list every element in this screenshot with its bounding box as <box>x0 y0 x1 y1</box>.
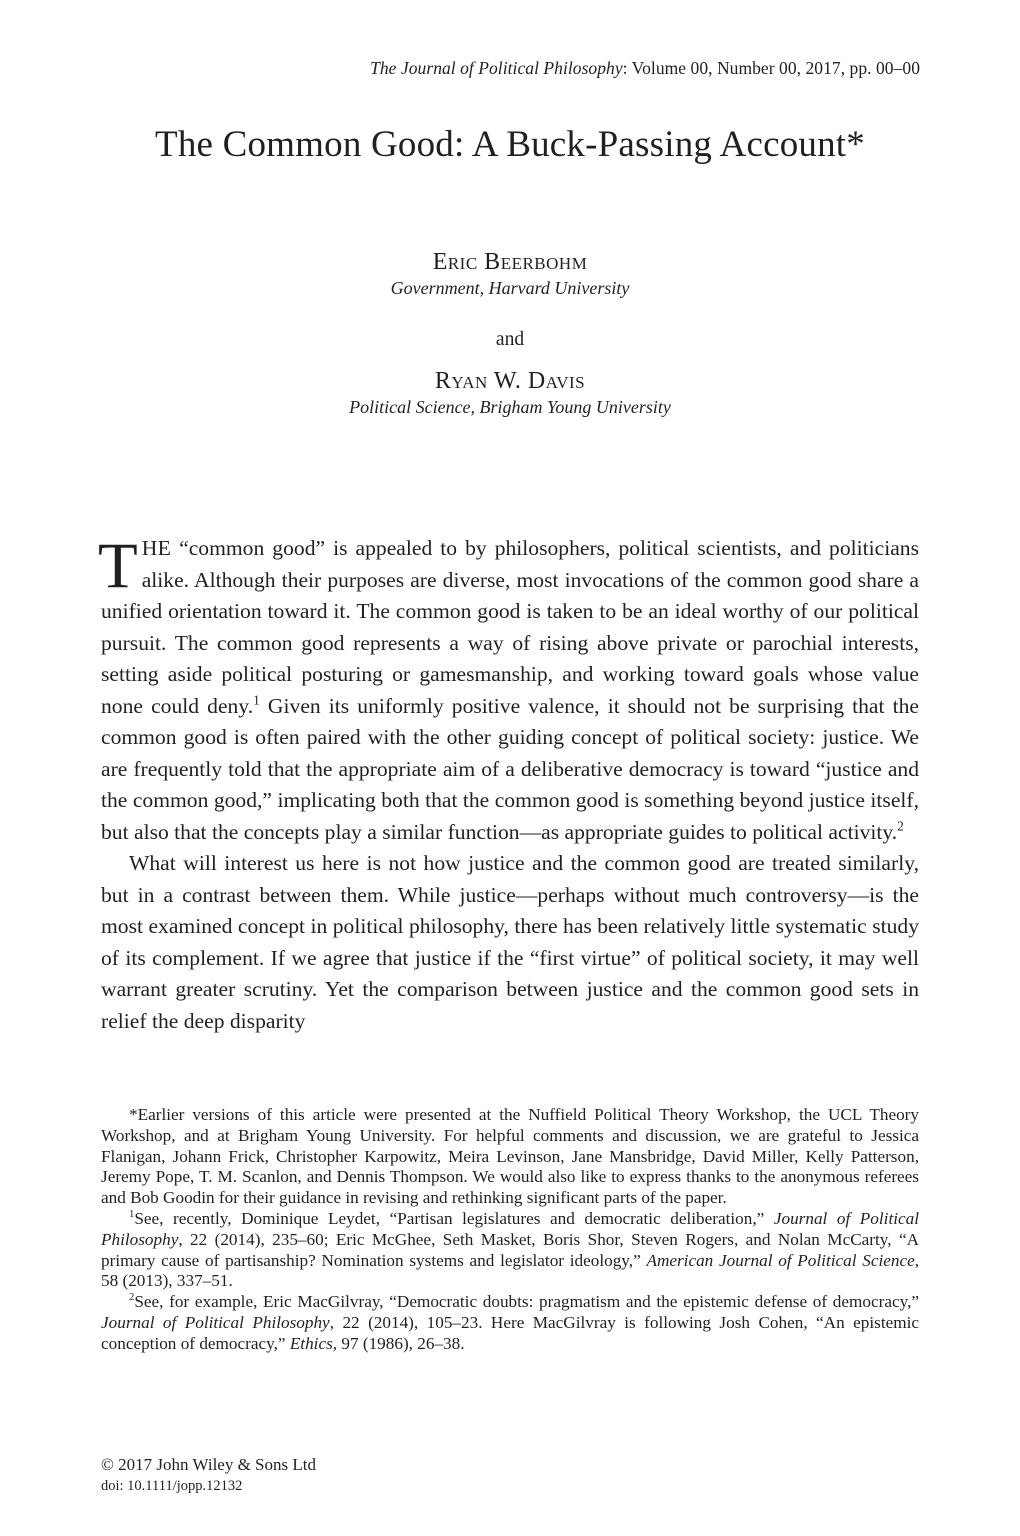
footnote-text: , 22 (2014), 105–23. Here MacGilvray is following Josh Cohen, “An epistemic conception of democracy,” <box>101 1312 919 1353</box>
footnote-star: *Earlier versions of this article were presented at the Nuffield Political Theory Workshop, the UCL Theory Workshop, and at Brigham Young University. For helpful comments and discussion, we are grateful to Jessica Flanigan, Johann Frick, Christopher Karpowitz, Meira Levinson, Jane Mansbridge, David Miller, Kelly Patterson, Jeremy Pope, T. M. Scanlon, and Dennis Thompson. We would also like to express thanks to the anonymous referees and Bob Goodin for their guidance in revising and rethinking significant parts of the paper. <box>101 1105 919 1208</box>
opening-smallcaps: HE <box>141 536 172 560</box>
drop-cap: T <box>98 530 138 602</box>
journal-title: Journal of Political Philosophy <box>101 1312 330 1332</box>
footnote-number: 1 <box>129 1209 135 1221</box>
paragraph-text: Given its uniformly positive valence, it should not be surprising that the common good is often paired with the other guiding concept of political society: justice. We are frequently told that the appropriate aim of a deliberative democracy is toward “justice and the common good,” implicating both that the common good is something beyond justice itself, but also that the concepts play a similar function—as appropriate guides to political activity. <box>101 693 920 844</box>
article-title: The Common Good: A Buck-Passing Account* <box>155 124 865 165</box>
footnotes <box>101 1105 919 1355</box>
journal-title: American Journal of Political Science <box>646 1250 915 1270</box>
footnote-text: See, recently, Dominique Leydet, “Partisan legislatures and democratic deliberation,” <box>134 1208 774 1228</box>
body-paragraph <box>98 530 920 848</box>
footnote-number: 2 <box>129 1292 135 1304</box>
author-name: Eric Beerbohm <box>432 249 588 275</box>
running-head <box>100 58 920 79</box>
footnote-1 <box>101 1209 919 1292</box>
footnote-ref[interactable]: 2 <box>897 817 904 833</box>
paragraph-text: “common good” is appealed to by philosophers, political scientists, and politicians alike. Although their purposes are diverse, most invocations of the common good share a unified orientation toward it. The common good is taken to be an ideal worthy of our political pursuit. The common good represents a way of rising above private or parochial interests, setting aside political posturing or gamesmanship, and working toward goals whose value none could deny. <box>101 536 919 718</box>
article-body <box>98 530 920 1037</box>
footnote-2 <box>101 1292 919 1354</box>
author-affiliation: Government, Harvard University <box>390 278 630 298</box>
issue-info: : Volume 00, Number 00, 2017, pp. 00–00 <box>622 58 920 78</box>
journal-title: Ethics <box>289 1333 333 1353</box>
copyright-notice: © 2017 John Wiley & Sons Ltd <box>101 1455 316 1474</box>
author-conjunction: and <box>495 329 525 350</box>
author-name: Ryan W. Davis <box>434 368 586 394</box>
footnote-text: See, for example, Eric MacGilvray, “Democratic doubts: pragmatism and the epistemic defense of democracy,” <box>134 1292 919 1312</box>
footnote-ref[interactable]: 1 <box>253 691 260 707</box>
doi-link[interactable]: doi: 10.1111/jopp.12132 <box>101 1478 243 1494</box>
footnote-text: , 22 (2014), 235–60; Eric McGhee, Seth Masket, Boris Shor, Steven Rogers, and Nolan McCarty, “A primary cause of partisanship? Nomination systems and legislator ideology,” <box>101 1229 919 1270</box>
author-affiliation: Political Science, Brigham Young University <box>349 397 671 417</box>
journal-name: The Journal of Political Philosophy <box>370 58 623 78</box>
journal-title: Journal of Political Philosophy <box>101 1208 919 1249</box>
body-paragraph: What will interest us here is not how justice and the common good are treated similarly, but in a contrast between them. While justice—perhaps without much controversy—is the most examined concept in political philosophy, there has been relatively little systematic study of its complement. If we agree that justice if the “first virtue” of political society, it may well warrant greater scrutiny. Yet the comparison between justice and the common good sets in relief the deep disparity <box>101 851 919 1033</box>
author-block <box>0 247 1020 418</box>
footnote-text: , 97 (1986), 26–38. <box>332 1333 465 1353</box>
footnote-text: , 58 (2013), 337–51. <box>101 1250 920 1291</box>
